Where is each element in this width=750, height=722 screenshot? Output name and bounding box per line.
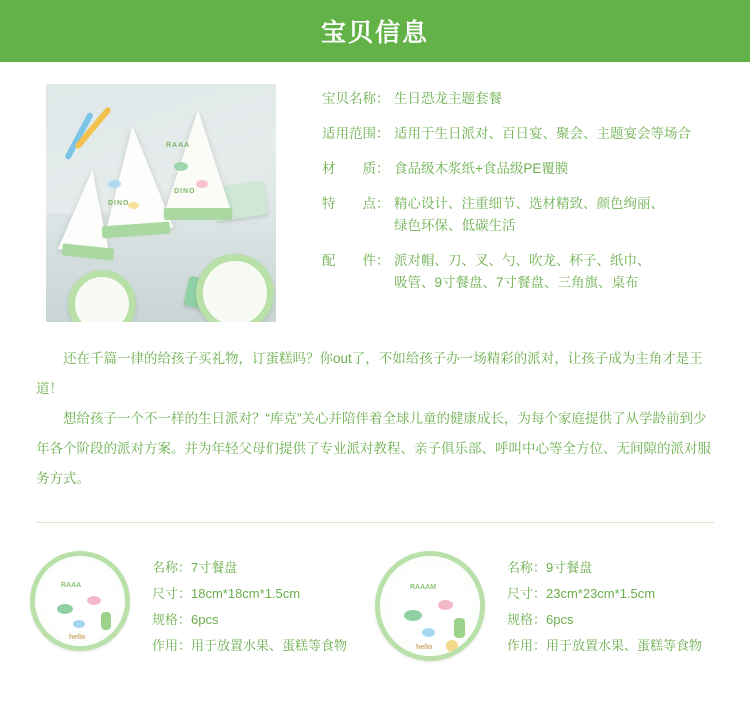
item-line-size: 尺寸：23cm*23cm*1.5cm [507,586,656,601]
item-line-usage: 作用：用于放置水果、蛋糕等食物 [507,638,703,653]
spec-label: 特 点： [322,196,390,211]
item-image-sublabel: hello [416,644,433,651]
spec-value [394,250,732,294]
dinosaur-motif [422,628,435,637]
item-text-7inch [130,551,347,659]
item-card-7inch [30,551,375,661]
dinosaur-motif [404,610,422,621]
spec-row [322,250,732,294]
spec-label: 配 件： [322,253,390,268]
spec-value-line: 精心设计、注重细节、选材精致、颜色绚丽、 [394,196,664,211]
spec-value-line: 食品级木浆纸+食品级PE覆膜 [394,161,569,176]
spec-row [322,158,732,180]
spec-label: 宝贝名称： [322,91,390,106]
dinosaur-motif [128,202,139,209]
product-info-section [0,62,750,322]
item-line-usage: 作用：用于放置水果、蛋糕等食物 [152,638,348,653]
dinosaur-motif [73,620,85,628]
item-image-7inch-plate [30,551,130,651]
spec-row [322,88,732,110]
spec-value-line: 吸管、9寸餐盘、7寸餐盘、三角旗、桌布 [394,275,639,290]
party-hat [98,124,173,232]
item-image-sublabel: hello [69,634,86,641]
item-image-label: RAAAM [410,584,437,591]
dinosaur-motif [438,600,453,610]
product-photo [46,84,276,322]
palm-tree-motif [101,612,111,630]
spec-value-line: 派对帽、刀、叉、勺、吹龙、杯子、纸巾、 [394,253,651,268]
spec-row [322,123,732,145]
spec-label: 材 质： [322,161,390,176]
item-text-9inch [485,551,702,659]
description-block [0,322,750,494]
spec-value-line: 绿色环保、低碳生活 [394,218,516,233]
dinosaur-motif [174,162,188,171]
item-line-name: 名称：7寸餐盘 [152,560,238,575]
dinosaur-motif [196,180,208,188]
palm-tree-motif [454,618,465,638]
plate-pattern [35,556,125,646]
dinosaur-motif [87,596,101,605]
pineapple-motif [446,640,458,652]
description-paragraph: 还在千篇一律的给孩子买礼物，订蛋糕吗？你out了，不如给孩子办一场精彩的派对，让孩子成为主角才是王道！ [36,351,703,396]
item-cards [0,523,750,661]
plate-pattern [380,556,480,656]
item-line-quantity: 规格：6pcs [152,612,219,627]
spec-value-line: 适用于生日派对、百日宴、聚会、主题宴会等场合 [394,126,691,141]
dinosaur-motif [108,180,121,188]
spec-row [322,193,732,237]
spec-value [394,123,732,145]
description-paragraph: 想给孩子一个不一样的生日派对？“库克”关心并陪伴着全球儿童的健康成长，为每个家庭提供了从学龄前到少年各个阶段的派对方案。并为年轻父母们提供了专业派对教程、亲子俱乐部、呼叫中心等全方位、无间隙的派对服务方式。 [36,411,711,486]
item-image-9inch-plate [375,551,485,661]
party-hat-band [164,208,232,220]
party-hat [164,110,232,214]
spec-value [394,193,732,237]
photo-label-dino: DINO [174,188,196,195]
dinosaur-motif [57,604,73,614]
spec-value [394,88,732,110]
photo-label-raaa: RAAA [166,142,191,149]
item-image-label: RAAA [61,582,82,589]
item-card-9inch [375,551,720,661]
page-title: 宝贝信息 [320,19,429,47]
photo-label-dino: DINO [108,200,130,207]
spec-value [394,158,732,180]
paper-plate [196,254,274,322]
page-header [0,0,750,62]
item-line-name: 名称：9寸餐盘 [507,560,593,575]
spec-label: 适用范围： [322,126,390,141]
spec-list [276,84,732,322]
spec-value-line: 生日恐龙主题套餐 [394,91,502,106]
item-line-size: 尺寸：18cm*18cm*1.5cm [152,586,301,601]
item-line-quantity: 规格：6pcs [507,612,574,627]
